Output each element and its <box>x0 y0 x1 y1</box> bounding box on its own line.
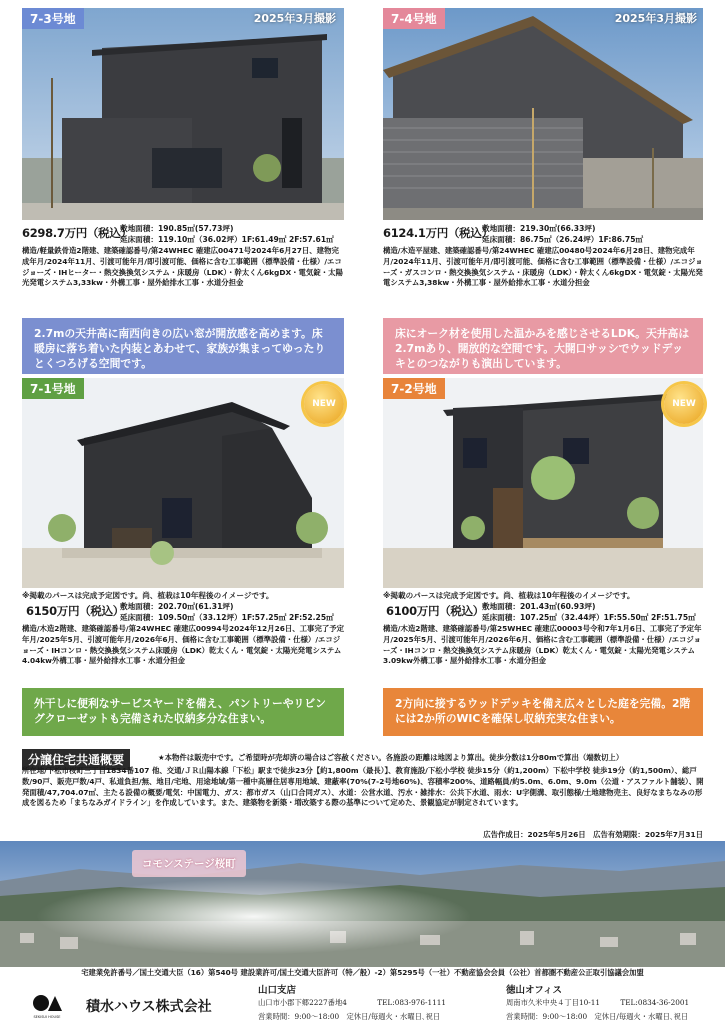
lot-7-2-photo <box>383 378 703 588</box>
spec-text: 構造/木造2階建、建築確認番号/第25WHEC 確建広00003号令和7年1月6日、工事完了予定年月/2025年5月、引渡可能年月/2026年6月、価格に含む工事範囲（標準設備・仕様）/エコジョーズ・IHコンロ・熱交換換気システム床暖房（LDK）乾太くん・電気錠・太陽光発電システム3.09kw外構工事・屋外給排水工事・水道分担金 <box>383 624 702 666</box>
common-info-title: 分譲住宅共通概要 <box>22 749 130 770</box>
ad-dates: 広告作成日：2025年5月26日 広告有効期限：2025年7月31日 <box>483 830 703 839</box>
render-note: ※掲載のパースは完成予定図です。尚、植栽は10年程後のイメージです。 <box>22 591 274 600</box>
sekisui-logo-icon <box>32 992 62 1014</box>
office-yamaguchi <box>258 984 468 1022</box>
photo-date: 2025年3月撮影 <box>253 12 336 25</box>
house-render-7-2 <box>383 378 703 588</box>
price: 6100万円（税込） <box>386 604 485 618</box>
town-name-label: コモンステージ桜町 <box>132 850 246 877</box>
office-tel: TEL:0834-36-2001 <box>620 998 690 1007</box>
floor-area: 延床面積：119.10㎡（36.02坪）1F:61.49㎡ 2F:57.61㎡ <box>120 235 334 244</box>
common-info-text: 所在地/下松市桜町三丁目1834番107 他、交通/ＪＲ山陽本線「下松」駅まで徒歩23分【約1,800m（最長）】、教育施設/下松小学校 徒歩15分（約1,200m）下松中学校 徒歩19分（約1,500m）、総戸数/90戸、販売戸数/4戸、私道負担/無、地目/宅地、用途地域/第一種中高層住居専用地域、建蔽率(70%(7-2号地60%)、容積率200%、道路幅員/約5.0m、6.0m、9.0m（公道・アスファルト舗装）、開発面積/47,704.07㎡、主たる設備の概要/電気：中国電力、ガス：都市ガス（山口合同ガス）、水道：公営水道、汚水・雑排水：公共下水道、雨水：U字側溝、取引態様/土地建物売主、良好なまちなみの形成を図るため「まちなみガイドライン」を作成しています。また、建築物を新築・増改築する際の基準について定めた、景観協定が制定されています。 <box>22 766 704 808</box>
house-render-7-1 <box>22 378 344 588</box>
office-address-line <box>258 997 468 1008</box>
lot-tag: 7-3号地 <box>22 8 84 29</box>
lot-tag: 7-4号地 <box>383 8 445 29</box>
office-address: 周南市久米中央４丁目10-11 <box>506 998 601 1007</box>
town-aerial-image <box>0 841 725 967</box>
price: 6298.7万円（税込） <box>22 226 132 240</box>
price: 6124.1万円（税込） <box>383 226 493 240</box>
lot-7-3-photo <box>22 8 344 220</box>
office-address: 山口市小郡下郷2227番地4 <box>258 998 347 1007</box>
company-name: 積水ハウス株式会社 <box>86 998 212 1015</box>
lot-7-1-photo <box>22 378 344 588</box>
land-area: 敷地面積：202.70㎡(61.31坪) <box>120 602 234 611</box>
lot-tag: 7-1号地 <box>22 378 84 399</box>
office-tokuyama <box>506 984 720 1022</box>
office-hours: 営業時間：9:00～18:00 定休日/毎週火・水曜日､祝日 <box>506 1012 689 1021</box>
office-hours: 営業時間：9:00～18:00 定休日/毎週火・水曜日､祝日 <box>258 1012 441 1021</box>
house-photo-7-4 <box>383 8 703 220</box>
feature-banner: 床にオーク材を使用した温かみを感じさせるLDK。天井高は2.7mあり、開放的な空間です。大開口サッシでウッドデッキとのつながりも演出しています。 <box>383 318 703 374</box>
house-photo-7-3 <box>22 8 344 220</box>
office-name: 山口支店 <box>258 985 297 996</box>
land-area: 敷地面積：219.30㎡(66.33坪) <box>482 224 596 233</box>
land-area: 敷地面積：190.85㎡(57.73坪) <box>120 224 234 233</box>
render-note: ※掲載のパースは完成予定図です。尚、植栽は10年程後のイメージです。 <box>383 591 635 600</box>
company-logo-block <box>32 992 212 1019</box>
office-tel: TEL:083-976-1111 <box>377 998 447 1007</box>
new-badge: NEW <box>304 384 344 424</box>
feature-banner: 2方向に接するウッドデッキを備え広々とした庭を完備。2階には2か所のWICを確保し収納充実な住まい。 <box>383 688 703 736</box>
logo-mark <box>32 992 62 1019</box>
floor-area: 延床面積：109.50㎡（33.12坪）1F:57.25㎡ 2F:52.25㎡ <box>120 613 334 622</box>
office-address-line <box>506 997 720 1008</box>
lot-7-4-photo <box>383 8 703 220</box>
office-name: 徳山オフィス <box>506 985 562 996</box>
floor-area: 延床面積：86.75㎡（26.24坪）1F:86.75㎡ <box>482 235 644 244</box>
spec-text: 構造/木造2階建、建築確認番号/第24WHEC 確建広00994号2024年12月26日、工事完了予定年月/2025年5月、引渡可能年月/2026年6月、価格に含む工事範囲（標準設備・仕様）/エコジョーズ・IHコンロ・熱交換換気システム床暖房（LDK）乾太くん・電気錠・太陽光発電システム4.04kw外構工事・屋外給排水工事・水道分担金 <box>22 624 345 666</box>
feature-banner: 2.7mの天井高に南西向きの広い窓が開放感を高めます。床暖房に落ち着いた内装とあわせて、家族が集まってゆったりとくつろげる空間です。 <box>22 318 344 374</box>
new-badge: NEW <box>664 384 704 424</box>
license-info: 宅建業免許番号／国土交通大臣（16）第540号 建設業許可/国土交通大臣許可（特／般）-2）第5295号（一社）不動産協会会員（公社）首都圏不動産公正取引協議会加盟 <box>81 968 644 977</box>
common-info-note: ★本物件は販売中です。ご希望時が売却済の場合はご容赦ください。各施設の距離は地図より算出。徒歩分数は1分80mで算出（端数切上） <box>158 753 624 762</box>
price: 6150万円（税込） <box>26 604 125 618</box>
lot-tag: 7-2号地 <box>383 378 445 399</box>
spec-text: 構造/軽量鉄骨造2階建、建築確認番号/第24WHEC 確建広00471号2024年6月27日、建物完成年月/2024年11月、引渡可能年月/即引渡可能、価格に含む工事範囲（標準設備・仕様）/エコジョーズ・IHヒーター・熱交換換気システム・床暖房（LDK）・幹太くん6kgDX・電気錠・太陽光発電システム3,33kw・外構工事・屋外給排水工事・水道分担金 <box>22 246 343 288</box>
logo-subtext: SEKISUI HOUSE <box>33 1015 61 1019</box>
town-aerial-photo <box>0 841 725 967</box>
spec-text: 構造/木造平屋建、建築確認番号/第24WHEC 確建広00480号2024年6月28日、建物完成年月/2024年11月、引渡可能年月/即引渡可能、価格に含む工事範囲（標準設備・仕様）/エコジョーズ・ガスコンロ・熱交換換気システム・床暖房（LDK）・幹太くん6kgDX・電気錠・太陽光発電システム3,38kw・外構工事・屋外給排水工事・水道分担金 <box>383 246 703 288</box>
photo-date: 2025年3月撮影 <box>614 12 697 25</box>
floor-area: 延床面積：107.25㎡（32.44坪）1F:55.50㎡ 2F:51.75㎡ <box>482 613 696 622</box>
land-area: 敷地面積：201.43㎡(60.93坪) <box>482 602 596 611</box>
feature-banner: 外干しに便利なサービスヤードを備え、パントリーやリビングクローゼットも完備された収納多分な住まい。 <box>22 688 344 736</box>
